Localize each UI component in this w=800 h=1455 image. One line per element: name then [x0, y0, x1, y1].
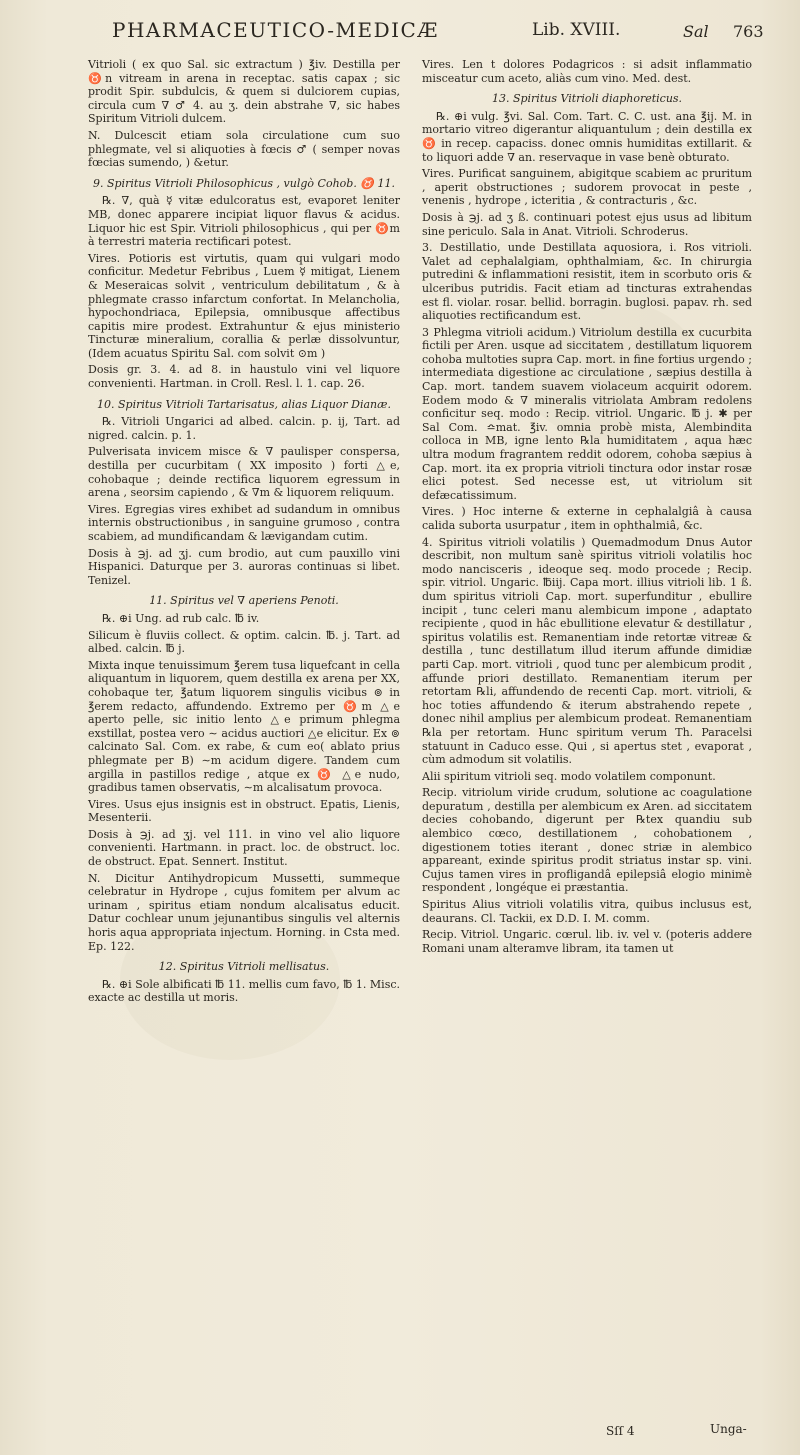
paragraph: ℞. ⊕i Sole albificati ℔ 11. mellis cum favo, ℔ 1. Misc. exacte ac destilla ut moris.: [88, 977, 400, 1005]
section-heading: 12. Spiritus Vitrioli mellisatus.: [158, 960, 330, 974]
section-heading: 10. Spiritus Vitrioli Tartarisatus, alias Liquor Dianæ.: [97, 397, 391, 411]
paragraph: Vires. ) Hoc interne & externe in cephalalgiâ à causa calida suborta usurpatur , item in ophthalmiâ, &c.: [422, 505, 752, 532]
book-number: Lib. XVIII.: [532, 20, 621, 40]
paragraph: Dosis gr. 3. 4. ad 8. in haustulo vini vel liquore convenienti. Hartman. in Croll. Resl. l. 1. cap. 26.: [88, 363, 400, 391]
paragraph: Vires. Egregias vires exhibet ad sudandum in omnibus internis obstructionibus , in sanguine grumoso , contra scabiem, ad mundificandam & lævigandam cutim.: [88, 502, 400, 543]
paragraph: N. Dulcescit etiam sola circulatione cum suo phlegmate, vel si aliquoties à fœcis ♂ ( semper novas fœcias sumendo, ) &etur.: [88, 128, 400, 170]
paragraph: Dosis à ℈j. ad ʒj. vel 111. in vino vel alio liquore convenienti. Hartmann. in pract. loc. de obstruct. loc. de obstruct. Epat. Sennert. Institut.: [88, 827, 400, 869]
paragraph: Spiritus Alius vitrioli volatilis vitra, quibus inclusus est, deaurans. Cl. Tackii, ex D.D. I. M. comm.: [422, 898, 752, 925]
paragraph: 3 Phlegma vitrioli acidum.) Vitriolum destilla ex cucurbita fictili per Aren. usque ad siccitatem , destillatum liquorem cohoba multoties supra Cap. mort. in fine fortius urgendo ; intermediata digestione ac circulatione , sæpius destilla à Cap. mort. tandem suavem violaceum acquirit odorem. Eodem modo & ∇ mineralis vitriolata Ambram redolens conficitur seq. modo : Recip. vitriol. Ungaric. ℔ j. ✱ per Sal Com. ≏mat. ℥iv. omnia probè mista, Alembindita colloca in MB, igne lento ℞la humiditatem , aqua hæc ultra modum fragrantem reddit odorem, cohoba sæpius à Cap. mort. ita ex propria vitrioli tinctura odor instar rosæ elici potest. Sed necesse est, ut vitriolum sit defæcatissimum.: [422, 325, 752, 502]
running-title: PHARMACEUTICO-MEDICÆ: [112, 18, 439, 42]
paragraph: Alii spiritum vitrioli seq. modo volatilem componunt.: [422, 769, 716, 783]
page-number: 763: [733, 22, 764, 41]
signature-mark: Sſſ 4: [606, 1424, 635, 1438]
catchword: Unga-: [710, 1422, 747, 1436]
section-heading: 11. Spiritus vel ∇ aperiens Penoti.: [149, 594, 339, 608]
paragraph: 4. Spiritus vitrioli volatilis ) Quemadmodum Dnus Autor describit, non multum sanè spiritus vitrioli volatilis hoc modo nancisceris , ideoque seq. modo procede ; Recip. spir. vitriol. Ungaric. ℔iij. Capa mort. illius vitrioli lib. 1 ß. dum spiritus vitrioli Cap. mort. superfunditur , ebullire incipit , tunc celeri manu alembicum impone , adaptato recipiente , quod in hâc ebullitione elevatur & destillatur , spiritus volatilis est. Remanentiam inde retortæ vitreæ & destilla , tunc destillatum illud iterum affunde dimidiæ parti Cap. mort. vitrioli , quod tunc per alembicum prodit , affunde priori destillato. Remanentiam iterum per retortam ℞li, affundendo de recenti Cap. mort. vitrioli, & hoc toties affundendo & iterum abstrahendo repete , donec nihil amplius per alembicum prodeat. Remanentiam ℞la per retortam. Hunc spiritum verum Th. Paracelsi statuunt in Caduco esse. Qui , si apertus stet , evaporat , cùm admodum sit volatilis.: [422, 535, 752, 767]
paragraph: 3. Destillatio, unde Destillata aquosiora, i. Ros vitrioli. Valet ad cephalalgiam, ophthalmiam, &c. In chirurgia putredini & inflammationi resistit, item in scorbuto oris & ulceribus putridis. Facit etiam ad tincturas extrahendas est fl. violar. rosar. bellid. borragin. buglosi. papav. rh. sed aliquoties rectificandum est.: [422, 241, 752, 323]
paragraph: Silicum è fluviis collect. & optim. calcin. ℔. j. Tart. ad albed. calcin. ℔ j.: [88, 628, 400, 656]
paragraph: Vires. Usus ejus insignis est in obstruct. Epatis, Lienis, Mesenterii.: [88, 797, 400, 825]
section-name: Sal: [683, 22, 709, 41]
paragraph: Pulverisata invicem misce & ∇ paulisper conspersa, destilla per cucurbitam ( XX imposito ) forti △e, cohobaque ; deinde rectifica liquorem egressum in arena , seorsim capiendo , & ∇m & liquorem reliquum.: [88, 445, 400, 500]
paragraph: Mixta inque tenuissimum ℥erem tusa liquefcant in cella aliquantum in liquorem, quem destilla ex arena per XX, cohobaque ter, ℥atum liquorem singulis vicibus ⊚ in ℥erem redacto, affundendo. Extremo per ♉m △e aperto pelle, sic initio lento △e primum phlegma exstillat, postea vero ∼ acidus auctiori △e elicitur. Ex ⊚ calcinato Sal. Com. ex rabe, & cum eo( ablato prius phlegmate per B) ∼m acidum digere. Tandem cum argilla in pastillos redige , atque ex ♉ △e nudo, gradibus tamen observatis, ∼m alcalisatum provoca.: [88, 658, 400, 795]
paragraph: Vires. Potioris est virtutis, quam qui vulgari modo conficitur. Medetur Febribus , Luem ☿ mitigat, Lienem & Meseraicas solvit , ventriculum debilitatum , & à phlegmate crasso infarctum confortat. In Melancholia, hypochondriaca, Epilepsia, omnibusque affectibus capitis mire prodest. Extrahuntur & ejus ministerio Tincturæ mineralium, corallia & perlæ dissolvuntur, (Idem acuatus Spiritu Sal. com solvit ⊙m ): [88, 251, 400, 360]
paragraph: Vires. Len t dolores Podagricos : si adsit inflammatio misceatur cum aceto, aliàs cum vino. Med. dest.: [422, 58, 752, 85]
paragraph: Vitrioli ( ex quo Sal. sic extractum ) ℥iv. Destilla per ♉n vitream in arena in receptac. satis capax ; sic prodit Spir. subdulcis, & quem si dulciorem cupias, circula cum ∇ ♂ 4. au ʒ. dein abstrahe ∇, sic habes Spiritum Vitrioli dulcem.: [88, 58, 400, 126]
paragraph: Dosis à ℈j. ad ʒ ß. continuari potest ejus usus ad libitum sine periculo. Sala in Anat. Vitrioli. Schroderus.: [422, 210, 752, 238]
left-column: [88, 58, 400, 1008]
paragraph: ℞. ∇, quà ☿ vitæ edulcoratus est, evaporet leniter MB, donec apparere incipiat liquor flavus & acidus. Liquor hic est Spir. Vitrioli philosophicus , qui per ♉m à terrestri materia rectificari potest.: [88, 194, 400, 249]
paragraph: Vires. Purificat sanguinem, abigitque scabiem ac pruritum , aperit obstructiones ; sudorem provocat in peste , venenis , hydrope , icteritia , & contracturis , &c.: [422, 167, 752, 208]
section-heading: 9. Spiritus Vitrioli Philosophicus , vulgò Cohob. ♉ 11.: [92, 176, 395, 190]
paragraph: Dosis à ℈j. ad ʒj. cum brodio, aut cum pauxillo vini Hispanici. Daturque per 3. auroras continuas si libet. Tenizel.: [88, 546, 400, 587]
paragraph: ℞. ⊕i vulg. ℥vi. Sal. Com. Tart. C. C. ust. ana ℥ij. M. in mortario vitreo digerantur aliquantulum ; dein destilla ex ♉ in recep. capaciss. donec omnis humiditas extillarit. & to liquori adde ∇ an. reservaque in vase benè obturato.: [422, 109, 752, 164]
paragraph: Recip. vitriolum viride crudum, solutione ac coagulatione depuratum , destilla per alembicum ex Aren. ad siccitatem decies cohobando, digerunt per ℞tex quandiu sub alembico cœco, destillationem , cohobationem , digestionem toties iterant , donec striæ in alembico appareant, exinde spiritus prodit striatus instar sp. vini. Cujus tamen vires in profligandâ epilepsiâ elogio minimè respondent , longéque ei præstantia.: [422, 786, 752, 895]
paragraph: N. Dicitur Antihydropicum Mussetti, summeque celebratur in Hydrope , cujus fomitem per alvum ac urinam , spiritus etiam nondum alcalisatus educit. Datur cochlear unum jejunantibus singulis vel alternis horis aqua appropriata injectum. Horning. in Csta med. Ep. 122.: [88, 871, 400, 953]
page-header: [0, 18, 800, 54]
paragraph: ℞. Vitrioli Ungarici ad albed. calcin. p. ij, Tart. ad nigred. calcin. p. 1.: [88, 415, 400, 442]
section-heading: 13. Spiritus Vitrioli diaphoreticus.: [491, 92, 683, 106]
paragraph: Recip. Vitriol. Ungaric. cœrul. lib. iv. vel v. (poteris addere Romani unam alteramve libram, ita tamen ut: [422, 928, 752, 955]
right-column: [422, 58, 752, 958]
paragraph: ℞. ⊕i Ung. ad rub calc. ℔ iv.: [102, 611, 260, 625]
